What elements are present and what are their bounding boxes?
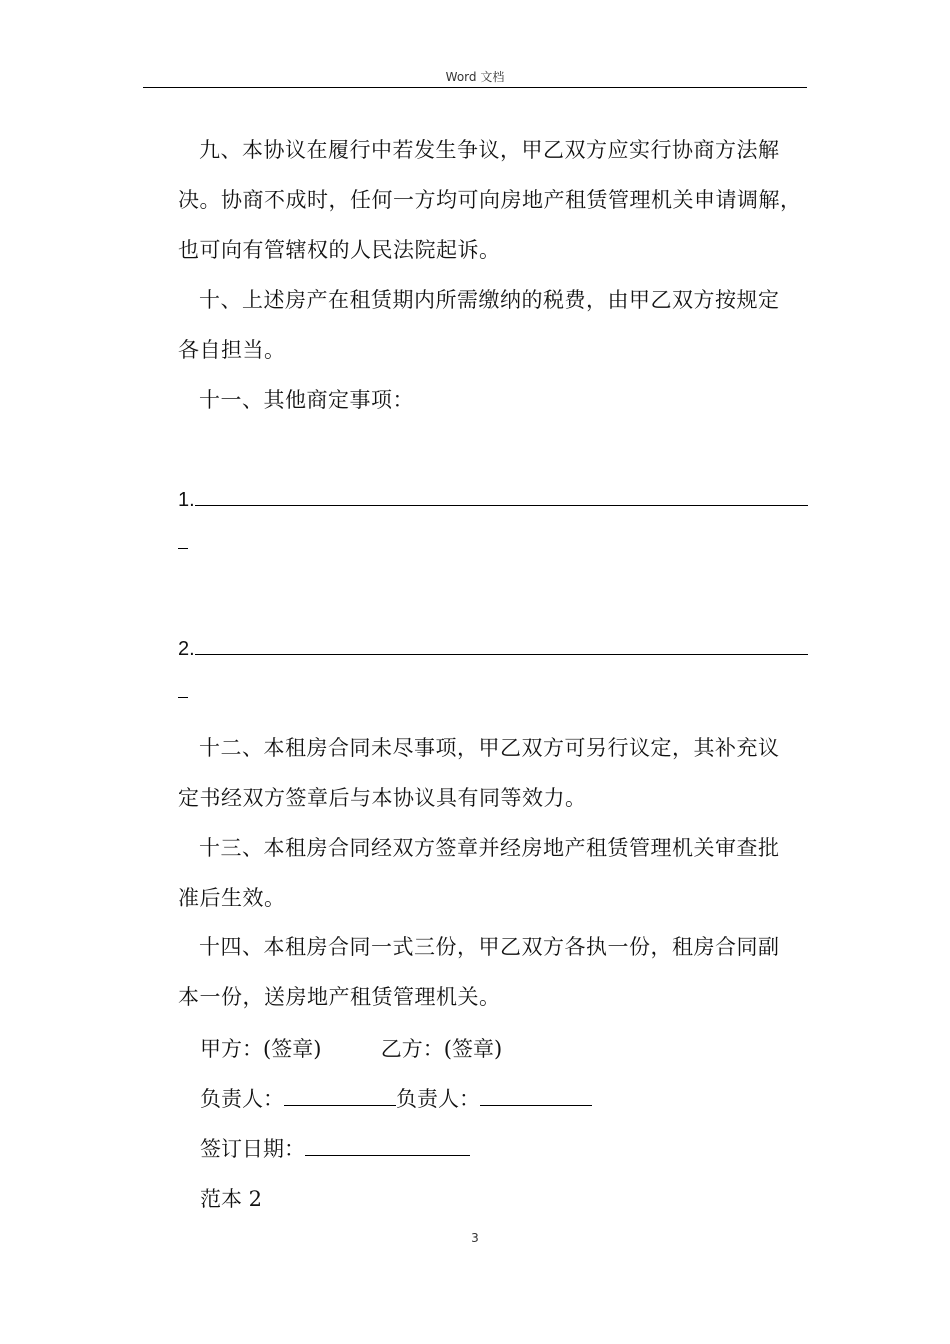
header-divider (143, 87, 807, 88)
responsible-b-blank (480, 1085, 592, 1106)
other-item-1 (178, 487, 808, 512)
other-item-2-blank (195, 636, 808, 655)
other-item-1-blank (195, 487, 808, 506)
page-header: Word 文档 (445, 70, 505, 84)
signature-parties (200, 1033, 502, 1063)
responsible-persons (200, 1083, 592, 1113)
clause-10-line-2: 各自担当。 (178, 338, 286, 362)
clause-12-line-2: 定书经双方签章后与本协议具有同等效力。 (178, 786, 587, 810)
clause-12-line-1: 十二、本租房合同未尽事项，甲乙双方可另行议定，其补充议 (199, 736, 780, 760)
clause-14 (178, 922, 808, 1022)
clause-9-line-2: 决。协商不成时，任何一方均可向房地产租赁管理机关申请调解， (178, 188, 802, 212)
party-b-signature: 乙方：(签章) (380, 1037, 503, 1061)
clause-13-line-1: 十三、本租房合同经双方签章并经房地产租赁管理机关审查批 (199, 836, 780, 860)
sign-date-row (200, 1133, 470, 1163)
responsible-a-blank (284, 1085, 396, 1106)
sign-date-label: 签订日期： (200, 1137, 305, 1161)
other-item-2-continuation (178, 697, 188, 698)
page-number: 3 (471, 1231, 479, 1245)
responsible-b-label: 负责人： (396, 1087, 480, 1111)
clause-13-line-2: 准后生效。 (178, 886, 286, 910)
sample-heading: 范本 2 (200, 1187, 263, 1211)
clause-14-line-1: 十四、本租房合同一式三份，甲乙双方各执一份，租房合同副 (199, 935, 780, 959)
other-item-2-label: 2. (178, 638, 195, 660)
sign-date-blank (305, 1135, 470, 1156)
clause-11-heading: 十一、其他商定事项： (199, 388, 414, 412)
clause-13 (178, 823, 808, 923)
clause-10 (178, 275, 808, 375)
other-item-1-label: 1. (178, 489, 195, 511)
clause-12 (178, 723, 808, 823)
clause-11 (178, 375, 808, 425)
clause-9-line-1: 九、本协议在履行中若发生争议，甲乙双方应实行协商方法解 (199, 138, 780, 162)
responsible-a-label: 负责人： (200, 1087, 284, 1111)
clause-9-line-3: 也可向有管辖权的人民法院起诉。 (178, 238, 501, 262)
clause-10-line-1: 十、上述房产在租赁期内所需缴纳的税费，由甲乙双方按规定 (199, 288, 780, 312)
other-item-2 (178, 636, 808, 661)
party-a-signature: 甲方：(签章) (200, 1037, 322, 1061)
clause-14-line-2: 本一份，送房地产租赁管理机关。 (178, 985, 501, 1009)
clause-9 (178, 125, 808, 275)
other-item-1-continuation (178, 548, 188, 549)
